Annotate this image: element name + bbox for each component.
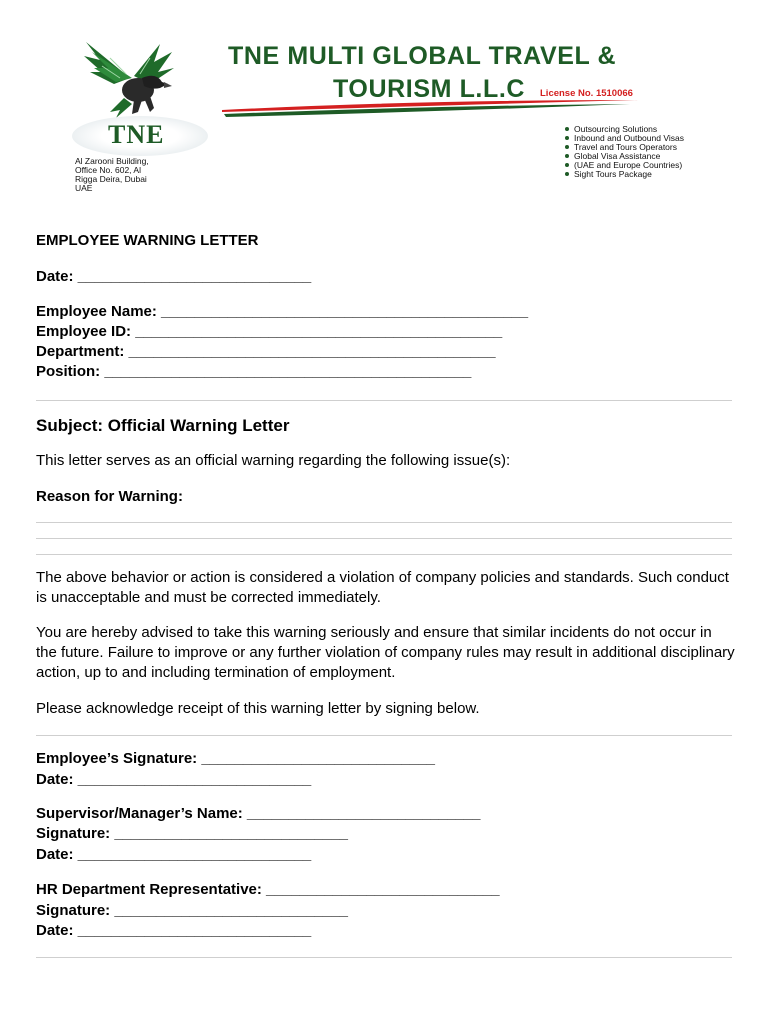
reason-label: Reason for Warning: [36, 488, 183, 505]
paragraph-violation: The above behavior or action is considered a violation of company policies and standards. Such conduct is unacceptable and must be corrected immediately. [36, 569, 729, 606]
address-line: UAE [75, 183, 93, 193]
service-item: Global Visa Assistance [565, 152, 684, 161]
letterhead [0, 0, 768, 200]
paragraph-advisory: You are hereby advised to take this warning seriously and ensure that similar incidents do not occur in the future. Failure to improve or any further violation of company rules may result in additional disciplinary action, up to and including termination of employment. [36, 624, 735, 681]
supervisor-signature-field: Signature: ____________________________ [36, 825, 348, 842]
services-list [565, 125, 684, 179]
employee-name-field: Employee Name: ____________________________________________ [36, 303, 529, 320]
divider [36, 735, 732, 736]
service-item: Inbound and Outbound Visas [565, 134, 684, 143]
address-line: Office No. 602, Al [75, 165, 141, 175]
date-field: Date: ____________________________ [36, 268, 312, 285]
license-number: License No. 1510066 [540, 88, 633, 99]
logo-text: TNE [108, 120, 165, 149]
hr-date-field: Date: ____________________________ [36, 922, 312, 939]
company-name-line1: TNE MULTI GLOBAL TRAVEL & [228, 42, 617, 70]
hr-representative-field: HR Department Representative: ____________________________ [36, 881, 500, 898]
service-item: Sight Tours Package [565, 170, 684, 179]
service-item: Outsourcing Solutions [565, 125, 684, 134]
employee-id-field: Employee ID: ____________________________________________ [36, 323, 503, 340]
reason-line [36, 538, 732, 539]
subject-heading: Subject: Official Warning Letter [36, 416, 290, 435]
address-line: Rigga Deira, Dubai [75, 174, 147, 184]
swoosh-decoration-icon [220, 98, 640, 120]
divider [36, 957, 732, 958]
paragraph-acknowledge: Please acknowledge receipt of this warning letter by signing below. [36, 700, 480, 717]
supervisor-name-field: Supervisor/Manager’s Name: ____________________________ [36, 805, 481, 822]
reason-line [36, 522, 732, 523]
reason-line [36, 554, 732, 555]
employee-signature-field: Employee’s Signature: ____________________________ [36, 750, 435, 767]
divider [36, 400, 732, 401]
hr-signature-field: Signature: ____________________________ [36, 902, 348, 919]
company-address [75, 157, 175, 193]
service-item: Travel and Tours Operators [565, 143, 684, 152]
company-name-line2: TOURISM L.L.C [333, 75, 526, 103]
service-item: (UAE and Europe Countries) [565, 161, 684, 170]
eagle-logo-icon [80, 38, 180, 120]
address-line: Al Zarooni Building, [75, 156, 149, 166]
department-field: Department: ____________________________________________ [36, 343, 496, 360]
employee-date-field: Date: ____________________________ [36, 771, 312, 788]
intro-text: This letter serves as an official warning regarding the following issue(s): [36, 452, 511, 469]
supervisor-date-field: Date: ____________________________ [36, 846, 312, 863]
position-field: Position: ____________________________________________ [36, 363, 472, 380]
letter-heading: EMPLOYEE WARNING LETTER [36, 232, 259, 249]
